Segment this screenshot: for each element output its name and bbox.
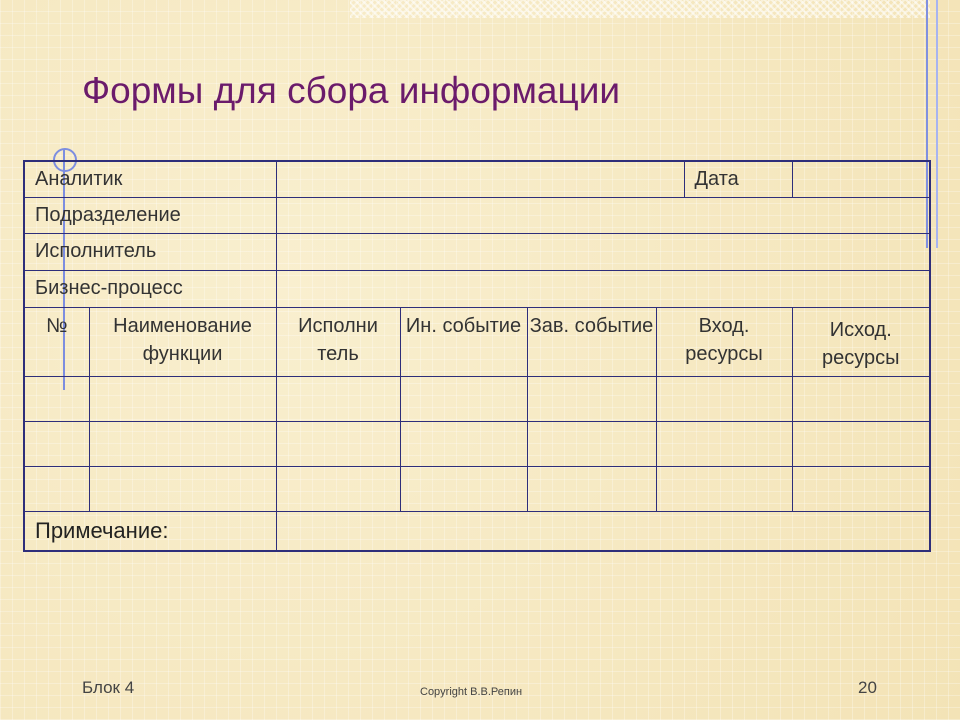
table-cell[interactable] bbox=[656, 376, 792, 421]
table-cell[interactable] bbox=[24, 376, 89, 421]
date-value-cell[interactable] bbox=[792, 161, 930, 197]
note-label: Примечание: bbox=[24, 511, 276, 551]
table-row bbox=[24, 376, 930, 421]
table-row bbox=[24, 466, 930, 511]
table-cell[interactable] bbox=[400, 376, 527, 421]
table-cell[interactable] bbox=[792, 376, 930, 421]
footer-copyright: Copyright В.В.Репин bbox=[420, 686, 523, 698]
table-cell[interactable] bbox=[24, 466, 89, 511]
col-header-start-event: Ин. событие bbox=[400, 307, 527, 376]
table-cell[interactable] bbox=[656, 421, 792, 466]
information-form-table bbox=[23, 160, 931, 552]
table-cell[interactable] bbox=[527, 376, 656, 421]
department-label: Подразделение bbox=[24, 197, 276, 233]
table-cell[interactable] bbox=[89, 421, 276, 466]
table-cell[interactable] bbox=[527, 421, 656, 466]
col-header-function-name: Наименование функции bbox=[89, 307, 276, 376]
analyst-label: Аналитик bbox=[24, 161, 276, 197]
note-value-cell[interactable] bbox=[276, 511, 930, 551]
table-cell[interactable] bbox=[24, 421, 89, 466]
col-header-output-resources: Исход. ресурсы bbox=[792, 307, 930, 376]
col-header-end-event: Зав. событие bbox=[527, 307, 656, 376]
table-row bbox=[24, 421, 930, 466]
executor-value-cell[interactable] bbox=[276, 233, 930, 270]
department-row bbox=[24, 197, 930, 233]
col-header-number: № bbox=[24, 307, 89, 376]
col-header-input-resources: Вход. ресурсы bbox=[656, 307, 792, 376]
footer-block-label: Блок 4 bbox=[82, 678, 135, 697]
page-number: 20 bbox=[858, 678, 877, 697]
department-value-cell[interactable] bbox=[276, 197, 930, 233]
column-header-row bbox=[24, 307, 930, 376]
table-cell[interactable] bbox=[400, 421, 527, 466]
table-cell[interactable] bbox=[276, 466, 400, 511]
table-cell[interactable] bbox=[89, 376, 276, 421]
date-label: Дата bbox=[684, 161, 792, 197]
table-cell[interactable] bbox=[400, 466, 527, 511]
col-header-executor: Исполни тель bbox=[276, 307, 400, 376]
executor-label: Исполнитель bbox=[24, 233, 276, 270]
analyst-value-cell[interactable] bbox=[276, 161, 684, 197]
process-value-cell[interactable] bbox=[276, 270, 930, 307]
table-cell[interactable] bbox=[656, 466, 792, 511]
table-cell[interactable] bbox=[527, 466, 656, 511]
top-decoration bbox=[350, 0, 930, 18]
table-cell[interactable] bbox=[276, 421, 400, 466]
note-row bbox=[24, 511, 930, 551]
executor-row bbox=[24, 233, 930, 270]
table-cell[interactable] bbox=[792, 466, 930, 511]
table-cell[interactable] bbox=[276, 376, 400, 421]
process-label: Бизнес-процесс bbox=[24, 270, 276, 307]
process-row bbox=[24, 270, 930, 307]
table-cell[interactable] bbox=[792, 421, 930, 466]
slide-title: Формы для сбора информации bbox=[82, 70, 621, 111]
table-cell[interactable] bbox=[89, 466, 276, 511]
analyst-row bbox=[24, 161, 930, 197]
